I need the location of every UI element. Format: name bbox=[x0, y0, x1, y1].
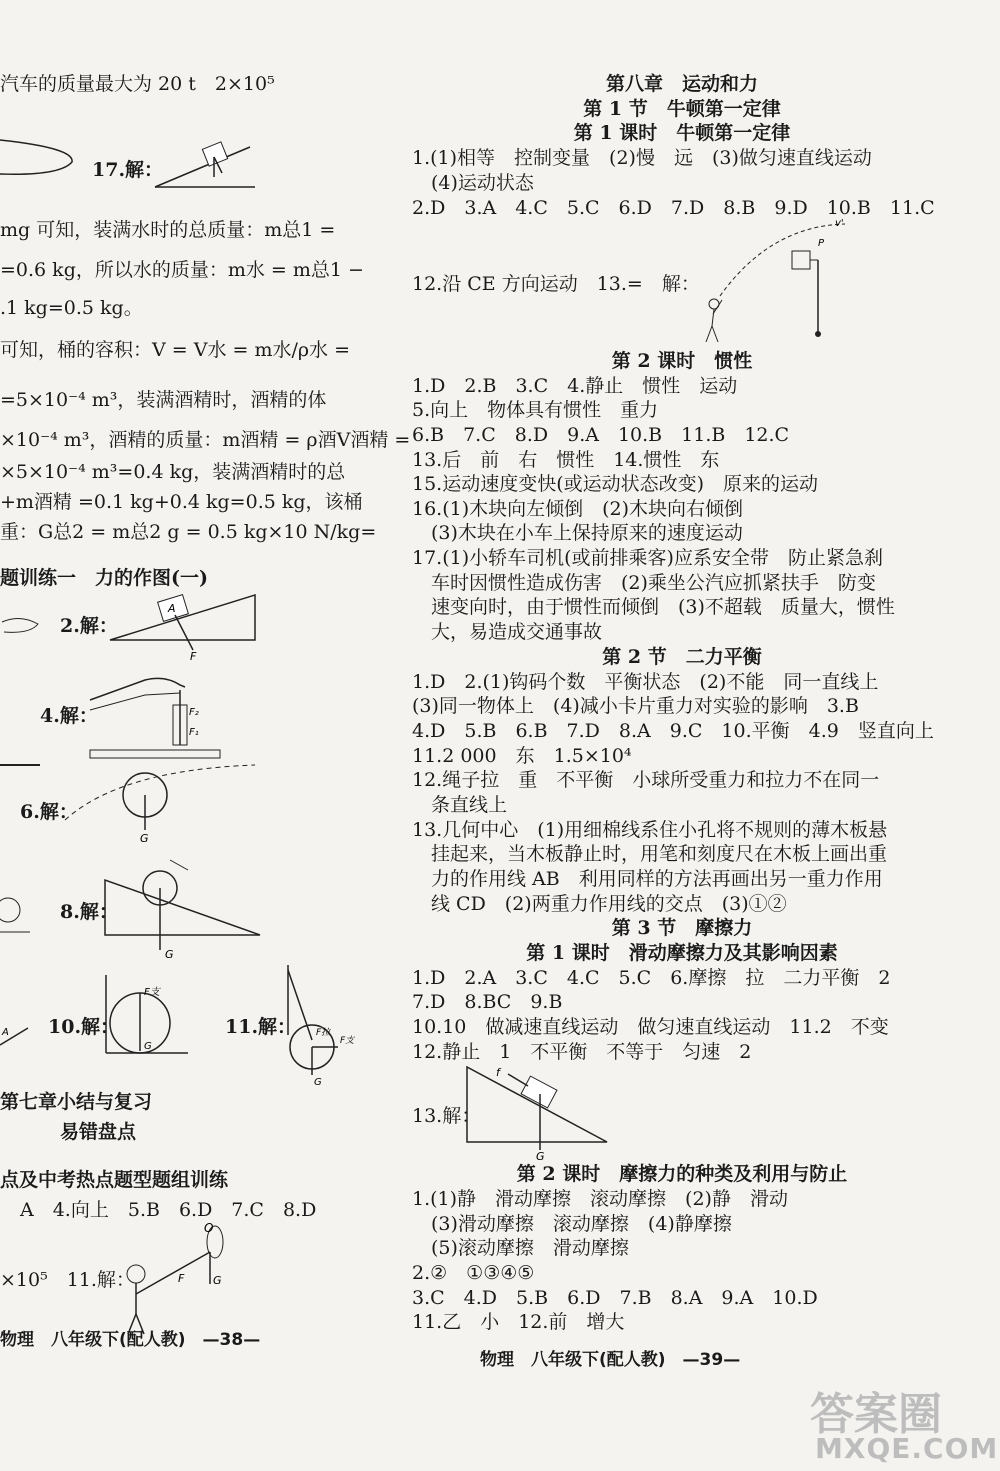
hot-topics-title: 点及中考热点题型题组训练 bbox=[0, 1169, 229, 1191]
q2-label: 2.解： bbox=[60, 615, 118, 637]
right-line: 12.静止 1 不平衡 不等于 匀速 2 bbox=[412, 1041, 752, 1063]
left-line: mg 可知，装满水时的总质量：m总1 = bbox=[0, 219, 336, 241]
right-line: 17.(1)小轿车司机(或前排乘客)应系安全带 防止紧急刹 bbox=[412, 547, 883, 569]
wedge-ball-figure bbox=[100, 855, 270, 965]
right-line: 2.D 3.A 4.C 5.C 6.D 7.D 8.B 9.D 10.B 11.C bbox=[412, 197, 935, 219]
ball-figure bbox=[60, 760, 260, 850]
left-line: ×10⁻⁴ m³，酒精的质量：m酒精 = ρ酒V酒精 = bbox=[0, 429, 411, 451]
partial-figure bbox=[0, 890, 30, 940]
svg-text:G: G bbox=[314, 1077, 322, 1088]
svg-text:G: G bbox=[536, 1150, 545, 1163]
right-line: (3)同一物体上 (4)减小卡片重力对实验的影响 3.B bbox=[412, 695, 859, 717]
right-line: 13.解： bbox=[412, 1105, 481, 1127]
svg-text:A: A bbox=[2, 1027, 9, 1038]
hot-row-11: ×10⁵ 11.解： bbox=[0, 1269, 135, 1291]
left-line: .1 kg=0.5 kg。 bbox=[0, 297, 143, 319]
right-line: 力的作用线 AB 利用同样的方法再画出另一重力作用 bbox=[412, 868, 883, 890]
q10-label: 10.解： bbox=[48, 1016, 120, 1038]
right-line: 第 1 节 牛顿第一定律 bbox=[583, 98, 781, 120]
right-line: 第 1 课时 滑动摩擦力及其影响因素 bbox=[526, 942, 838, 964]
left-section-title: 题训练一 力的作图(一) bbox=[0, 567, 208, 589]
q4-label: 4.解： bbox=[40, 705, 98, 727]
right-line: (4)运动状态 bbox=[412, 172, 534, 194]
watermark-logo: 答案圈 bbox=[810, 1389, 942, 1440]
svg-text:G: G bbox=[165, 948, 174, 961]
q11-label: 11.解： bbox=[225, 1016, 297, 1038]
friction-incline-figure bbox=[462, 1062, 612, 1162]
svg-text:F支: F支 bbox=[144, 987, 160, 998]
right-line: 12.绳子拉 重 不平衡 小球所受重力和拉力不在同一 bbox=[412, 769, 880, 791]
right-line: 5.向上 物体具有惯性 重力 bbox=[412, 399, 659, 421]
right-line: 3.C 4.D 5.B 6.D 7.B 8.A 9.A 10.D bbox=[412, 1287, 818, 1309]
right-line: 第 2 课时 摩擦力的种类及利用与防止 bbox=[516, 1163, 848, 1185]
right-line: 1.(1)相等 控制变量 (2)慢 远 (3)做匀速直线运动 bbox=[412, 147, 872, 169]
child-pull-figure bbox=[118, 1222, 238, 1340]
watermark-url: MXQE.COM bbox=[815, 1432, 999, 1465]
right-line: 16.(1)木块向左倾倒 (2)木块向右倾倒 bbox=[412, 498, 744, 520]
hot-answers-row: A 4.向上 5.B 6.D 7.C 8.D bbox=[20, 1199, 317, 1221]
svg-text:f: f bbox=[496, 1066, 500, 1079]
ground-line bbox=[0, 760, 40, 770]
right-line: 13.后 前 右 惯性 14.惯性 东 bbox=[412, 449, 720, 471]
right-line: 第 3 节 摩擦力 bbox=[611, 917, 753, 939]
right-line: 大，易造成交通事故 bbox=[412, 621, 603, 643]
chapter7-subtitle: 易错盘点 bbox=[60, 1121, 137, 1143]
left-line: =0.6 kg，所以水的质量：m水 = m总1 − bbox=[0, 259, 364, 281]
right-line: 11.乙 小 12.前 增大 bbox=[412, 1311, 625, 1333]
svg-text:A: A bbox=[168, 602, 176, 615]
right-line: 1.D 2.A 3.C 4.C 5.C 6.摩擦 拉 二力平衡 2 bbox=[412, 967, 891, 989]
right-line: (3)木块在小车上保持原来的速度运动 bbox=[412, 522, 743, 544]
right-line: 速变向时，由于惯性而倾倒 (3)不超载 质量大，惯性 bbox=[412, 596, 895, 618]
right-line: 线 CD (2)两重力作用线的交点 (3)①② bbox=[412, 893, 787, 915]
svg-text:F支: F支 bbox=[340, 1036, 355, 1046]
svg-text:F: F bbox=[190, 650, 197, 663]
left-line: ×5×10⁻⁴ m³=0.4 kg，装满酒精时的总 bbox=[0, 461, 346, 483]
incline-block-figure bbox=[105, 590, 265, 663]
svg-text:G: G bbox=[140, 832, 149, 845]
chapter7-title: 第七章小结与复习 bbox=[0, 1091, 153, 1113]
basketball-figure bbox=[700, 216, 850, 346]
right-line: 第 2 课时 惯性 bbox=[611, 350, 753, 372]
right-line: 第八章 运动和力 bbox=[605, 73, 758, 95]
svg-text:G: G bbox=[144, 1041, 152, 1052]
svg-text:F: F bbox=[178, 1272, 185, 1285]
right-line: 车时因惯性造成伤害 (2)乘坐公汽应抓紧扶手 防变 bbox=[412, 572, 876, 594]
right-line: 1.D 2.B 3.C 4.静止 惯性 运动 bbox=[412, 375, 738, 397]
right-line: (5)滚动摩擦 滑动摩擦 bbox=[412, 1237, 629, 1259]
left-line: 汽车的质量最大为 20 t 2×10⁵ bbox=[0, 73, 275, 95]
left-line: 重：G总2 = m总2 g = 0.5 kg×10 N/kg= bbox=[0, 521, 377, 543]
right-line: 条直线上 bbox=[412, 794, 508, 816]
left-line: +m酒精 =0.1 kg+0.4 kg=0.5 kg，该桶 bbox=[0, 491, 363, 513]
right-line: 6.B 7.C 8.D 9.A 10.B 11.B 12.C bbox=[412, 424, 790, 446]
right-line: 12.沿 CE 方向运动 13.= 解： bbox=[412, 273, 700, 295]
q8-label: 8.解： bbox=[60, 901, 118, 923]
wall-ball-figure bbox=[100, 975, 190, 1060]
right-line: 15.运动速度变快(或运动状态改变) 原来的运动 bbox=[412, 473, 819, 495]
hanging-ball-figure bbox=[280, 965, 355, 1090]
svg-text:v': v' bbox=[835, 218, 844, 229]
right-line: 2.② ①③④⑤ bbox=[412, 1262, 535, 1284]
left-footer: 物理 八年级下(配人教) —38— bbox=[0, 1330, 261, 1350]
svg-text:F₁: F₁ bbox=[189, 727, 199, 738]
hand-spring-figure bbox=[85, 665, 225, 765]
svg-text:O: O bbox=[204, 1221, 214, 1235]
hand-icon bbox=[0, 610, 45, 640]
ellipse-figure bbox=[0, 130, 80, 180]
left-line: 可知，桶的容积：V = V水 = m水/ρ水 = bbox=[0, 339, 350, 361]
right-line: 10.10 做减速直线运动 做匀速直线运动 11.2 不变 bbox=[412, 1016, 889, 1038]
svg-text:F拉: F拉 bbox=[316, 1028, 331, 1038]
right-line: (3)滑动摩擦 滚动摩擦 (4)静摩擦 bbox=[412, 1213, 732, 1235]
right-line: 挂起来，当木板静止时，用笔和刻度尺在木板上画出重 bbox=[412, 843, 888, 865]
left-line: =5×10⁻⁴ m³，装满酒精时，酒精的体 bbox=[0, 389, 327, 411]
q6-label: 6.解： bbox=[20, 801, 78, 823]
right-line: 11.2 000 东 1.5×10⁴ bbox=[412, 745, 632, 767]
partial-figure bbox=[0, 1020, 30, 1050]
right-line: 1.D 2.(1)钩码个数 平衡状态 (2)不能 同一直线上 bbox=[412, 671, 879, 693]
right-line: 13.几何中心 (1)用细棉线系住小孔将不规则的薄木板悬 bbox=[412, 819, 888, 841]
right-line: 1.(1)静 滑动摩擦 滚动摩擦 (2)静 滑动 bbox=[412, 1188, 788, 1210]
svg-text:G: G bbox=[213, 1274, 222, 1287]
right-line: 第 1 课时 牛顿第一定律 bbox=[573, 122, 791, 144]
q17-label: 17.解： bbox=[92, 159, 164, 181]
right-line: 4.D 5.B 6.B 7.D 8.A 9.C 10.平衡 4.9 竖直向上 bbox=[412, 720, 934, 742]
svg-text:P: P bbox=[818, 238, 825, 249]
svg-text:F₂: F₂ bbox=[189, 707, 199, 718]
incline-figure bbox=[150, 135, 260, 195]
right-line: 7.D 8.BC 9.B bbox=[412, 991, 563, 1013]
right-line: 第 2 节 二力平衡 bbox=[602, 646, 762, 668]
right-footer: 物理 八年级下(配人教) —39— bbox=[480, 1350, 741, 1370]
